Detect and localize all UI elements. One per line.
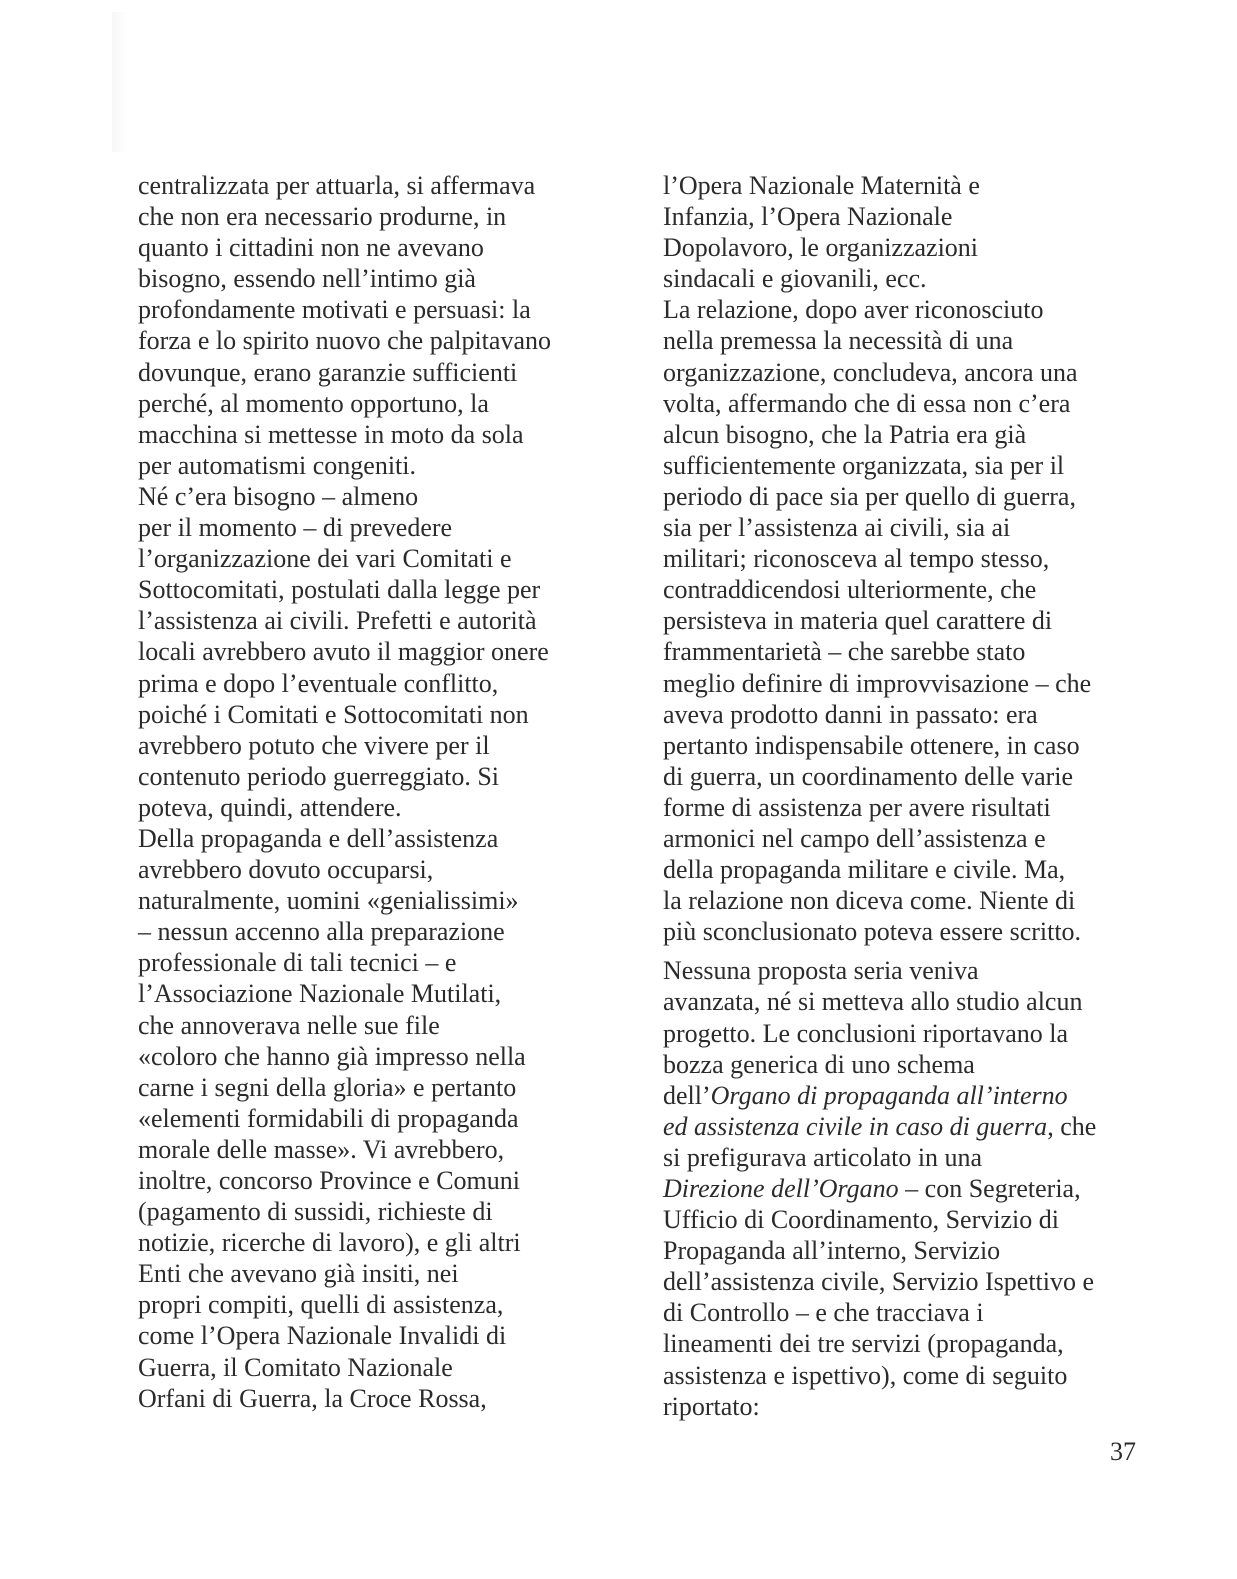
right-paragraph-3 [663,955,1141,1421]
direction-title-italic: Direzione dell’Organo [663,1174,899,1203]
organ-title-italic: Organo di propaganda all’interno ed assistenza civile in caso di guerra [663,1080,1068,1141]
left-paragraph-3: Della propaganda e dell’assistenza avrebbero dovuto occuparsi, naturalmente, uomini «genialissimi» – nessun accenno alla preparazione professionale di tali tecnici – e l’Associazione Nazionale Mutilati, che annoverava nelle sue file «coloro che hanno già impresso nella carne i segni della gloria» e pertanto «elementi formidabili di propaganda morale delle masse». Vi avrebbero, inoltre, concorso Province e Comuni (pagamento di sussidi, richieste di notizie, ricerche di lavoro), e gli altri Enti che avevano già insiti, nei propri compiti, quelli di assistenza, come l’Opera Nazionale Invalidi di Guerra, il Comitato Nazionale Orfani di Guerra, la Croce Rossa, [138,823,526,1413]
right-paragraph-3-text-e: – con Segreteria, Ufficio di Coordinamento, Servizio di Propaganda all’interno, Servizio dell’assistenza civile, Servizio Ispettivo e di Controllo – e che tracciava i lineamenti dei tre servizi (propaganda, assistenza e ispettivo), come di seguito riportato: [663,1174,1095,1421]
scan-edge-shadow [112,12,128,152]
right-paragraph-2: La relazione, dopo aver riconosciuto nella premessa la necessità di una organizzazione, concludeva, ancora una volta, affermando che di essa non c’era alcun bisogno, che la Patria era già sufficientemente organizzata, sia per il periodo di pace sia per quello di guerra, sia per l’assistenza ai civili, sia ai militari; riconosceva al tempo stesso, contraddicendosi ulteriormente, che persisteva in materia quel carattere di frammentarietà – che sarebbe stato meglio definire di improvvisazione – che aveva prodotto danni in passato: era pertanto indispensabile ottenere, in caso di guerra, un coordinamento delle varie forme di assistenza per avere risultati armonici nel campo dell’assistenza e della propaganda militare e civile. Ma, la relazione non diceva come. Niente di più sconclusionato poteva essere scritto. [663,295,1092,947]
page-number: 37 [1110,1437,1136,1466]
left-text-column [138,170,616,1414]
right-paragraph-3-text-c: , che si prefigurava articolato in una [663,1111,1097,1172]
right-text-column [663,170,1141,1422]
left-paragraph-2: Né c’era bisogno – almeno per il momento – di prevedere l’organizzazione dei vari Comitati e Sottocomitati, postulati dalla legge per l’assistenza ai civili. Prefetti e autorità locali avrebbero avuto il maggior onere prima e dopo l’eventuale conflitto, poiché i Comitati e Sottocomitati non avrebbero potuto che vivere per il contenuto periodo guerreggiato. Si poteva, quindi, attendere. [138,481,549,822]
right-paragraph-3-text-a: Nessuna proposta seria veniva avanzata, né si metteva allo studio alcun progetto. Le conclusioni riportavano la bozza generica di uno schema dell’ [663,956,1083,1110]
right-paragraph-1: l’Opera Nazionale Maternità e Infanzia, l’Opera Nazionale Dopolavoro, le organizzazioni sindacali e giovanili, ecc. [663,171,980,294]
left-paragraph-1: centralizzata per attuarla, si affermava che non era necessario produrne, in quanto i cittadini non ne avevano bisogno, essendo nell’intimo già profondamente motivati e persuasi: la forza e lo spirito nuovo che palpitavano dovunque, erano garanzie sufficienti perché, al momento opportuno, la macchina si mettesse in moto da sola per automatismi congeniti. [138,171,551,480]
